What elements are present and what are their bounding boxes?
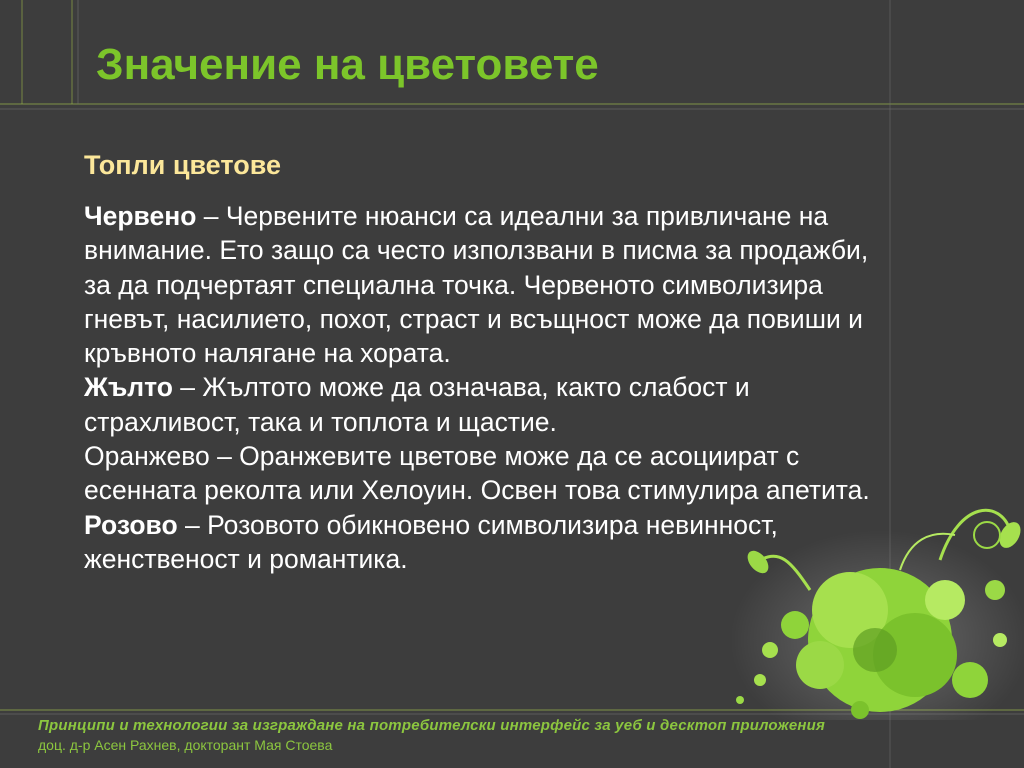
footer-course-title: Принципи и технологии за изграждане на потребителски интерфейс за уеб и десктоп приложения <box>38 717 826 734</box>
term-pink: Розово <box>84 509 178 540</box>
term-yellow: Жълто <box>84 372 173 403</box>
paragraph-red <box>84 199 874 370</box>
text-red: – Червените нюанси са идеални за привличане на внимание. Ето защо са често използвани в писма за продажби, за да подчертаят специална точка. Червеното символизира гневът, насилието, похот, страст и всъщност може да повиши и кръвното налягане на хората. <box>84 201 869 369</box>
body-text <box>84 199 874 576</box>
text-pink: – Розовото обикновено символизира невинност, женственост и романтика. <box>84 509 778 574</box>
paragraph-pink <box>84 508 874 577</box>
paragraph-orange <box>84 439 874 508</box>
text-orange: Оранжево – Оранжевите цветове може да се асоциират с есенната реколта или Хелоуин. Освен това стимулира апетита. <box>84 441 870 506</box>
slide-title: Значение на цветовете <box>96 40 599 89</box>
text-yellow: – Жълтото може да означава, както слабост и страхливост, така и топлота и щастие. <box>84 372 750 437</box>
paragraph-yellow <box>84 370 874 439</box>
section-subtitle: Топли цветове <box>84 150 281 180</box>
footer-authors: доц. д-р Асен Рахнев, докторант Мая Стоева <box>38 737 333 753</box>
term-red: Червено <box>84 201 197 231</box>
